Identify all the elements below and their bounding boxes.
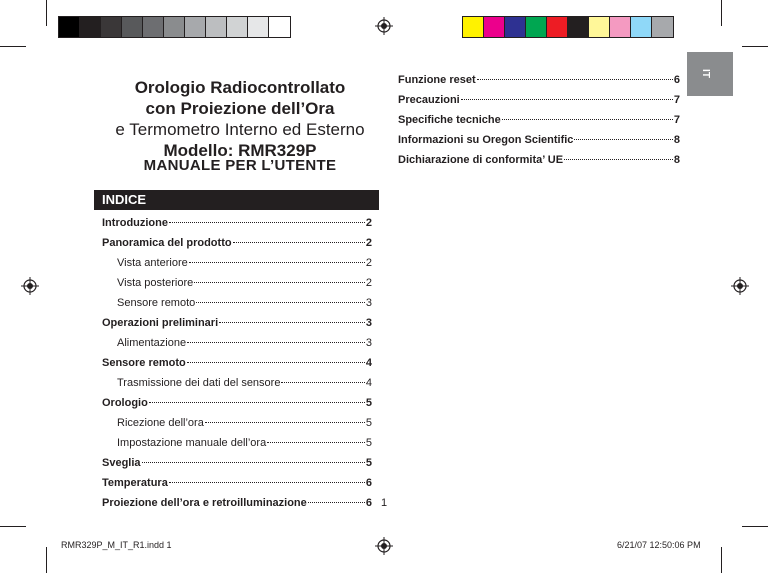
toc-entry-page: 7	[673, 94, 680, 106]
toc-leader-dots	[461, 99, 673, 100]
cmyk-swatch	[526, 17, 547, 37]
toc-entry[interactable]	[102, 273, 372, 293]
toc-leader-dots	[219, 322, 365, 323]
cmyk-color-bar	[462, 16, 674, 38]
toc-leader-dots	[189, 262, 365, 263]
grayscale-swatch	[227, 17, 248, 37]
toc-entry-label: Panoramica del prodotto	[102, 237, 232, 249]
title-line-2: con Proiezione dell’Ora	[145, 99, 335, 118]
grayscale-swatch	[164, 17, 185, 37]
toc-entry-label: Informazioni su Oregon Scientific	[398, 134, 574, 146]
title-line-3: e Termometro Interno ed Esterno	[115, 120, 365, 139]
toc-entry[interactable]	[102, 453, 372, 473]
toc-entry-label: Ricezione dell’ora	[117, 417, 204, 429]
language-tab	[687, 52, 733, 96]
cmyk-swatch	[505, 17, 526, 37]
toc-leader-dots	[187, 362, 365, 363]
toc-leader-dots	[196, 302, 365, 303]
toc-leader-dots	[205, 422, 365, 423]
toc-entry[interactable]	[398, 90, 680, 110]
cmyk-swatch	[631, 17, 652, 37]
toc-entry-page: 5	[365, 397, 372, 409]
toc-entry[interactable]	[102, 473, 372, 493]
crop-mark-icon	[46, 0, 47, 26]
toc-entry-label: Introduzione	[102, 217, 168, 229]
toc-entry-label: Alimentazione	[117, 337, 187, 349]
manual-heading: MANUALE PER L’UTENTE	[143, 157, 337, 174]
grayscale-swatch	[59, 17, 80, 37]
toc-entry-page: 6	[365, 477, 372, 489]
toc-entry[interactable]	[102, 233, 372, 253]
grayscale-color-bar	[58, 16, 291, 38]
toc-entry[interactable]	[398, 150, 680, 170]
crop-mark-icon	[742, 526, 768, 527]
toc-entry-page: 5	[365, 417, 372, 429]
toc-leader-dots	[233, 242, 365, 243]
crop-mark-icon	[721, 547, 722, 573]
index-list	[102, 213, 372, 513]
toc-entry-label: Impostazione manuale dell’ora	[117, 437, 267, 449]
toc-entry-page: 3	[365, 297, 372, 309]
toc-entry-label: Precauzioni	[398, 94, 460, 106]
cmyk-swatch	[589, 17, 610, 37]
toc-entry-page: 3	[365, 337, 372, 349]
toc-leader-dots	[574, 139, 672, 140]
toc-leader-dots	[308, 502, 365, 503]
toc-leader-dots	[169, 482, 365, 483]
toc-entry-label: Orologio	[102, 397, 148, 409]
toc-entry-page: 3	[365, 317, 372, 329]
footer-timestamp: 6/21/07 12:50:06 PM	[617, 540, 701, 550]
toc-leader-dots	[502, 119, 673, 120]
toc-entry-label: Vista anteriore	[117, 257, 188, 269]
toc-entry-label: Specifiche tecniche	[398, 114, 501, 126]
crop-mark-icon	[0, 526, 26, 527]
grayscale-swatch	[143, 17, 164, 37]
toc-entry-label: Dichiarazione di conformita’ UE	[398, 154, 564, 166]
registration-mark-icon	[375, 17, 393, 35]
toc-entry-page: 6	[365, 497, 372, 509]
toc-leader-dots	[477, 79, 673, 80]
grayscale-swatch	[206, 17, 227, 37]
toc-entry[interactable]	[102, 373, 372, 393]
toc-entry[interactable]	[102, 433, 372, 453]
toc-entry-page: 6	[673, 74, 680, 86]
toc-entry-label: Trasmissione dei dati del sensore	[117, 377, 281, 389]
toc-entry[interactable]	[102, 313, 372, 333]
toc-entry-label: Operazioni preliminari	[102, 317, 219, 329]
footer-file-info: RMR329P_M_IT_R1.indd 1	[61, 540, 172, 550]
language-tab-label: IT	[699, 69, 711, 78]
toc-entry[interactable]	[102, 253, 372, 273]
index-header: INDICE	[94, 190, 379, 210]
toc-entry[interactable]	[102, 333, 372, 353]
cmyk-swatch	[463, 17, 484, 37]
toc-entry-page: 5	[365, 457, 372, 469]
toc-entry-page: 2	[365, 277, 372, 289]
cmyk-swatch	[652, 17, 673, 37]
toc-entry[interactable]	[102, 213, 372, 233]
cmyk-swatch	[568, 17, 589, 37]
toc-entry-label: Funzione reset	[398, 74, 476, 86]
toc-entry-page: 8	[673, 154, 680, 166]
grayscale-swatch	[269, 17, 290, 37]
toc-entry[interactable]	[102, 493, 372, 513]
document-title	[100, 77, 380, 161]
crop-mark-icon	[0, 46, 26, 47]
toc-entry-label: Sveglia	[102, 457, 141, 469]
toc-leader-dots	[281, 382, 364, 383]
grayscale-swatch	[101, 17, 122, 37]
title-line-1: Orologio Radiocontrollato	[134, 78, 346, 97]
toc-entry-page: 2	[365, 217, 372, 229]
model-line: Modello: RMR329P	[163, 141, 317, 160]
toc-entry[interactable]	[102, 413, 372, 433]
cmyk-swatch	[547, 17, 568, 37]
toc-entry[interactable]	[102, 293, 372, 313]
toc-entry-label: Temperatura	[102, 477, 168, 489]
toc-leader-dots	[142, 462, 365, 463]
crop-mark-icon	[46, 547, 47, 573]
registration-mark-icon	[21, 277, 39, 295]
toc-entry-label: Sensore remoto	[117, 297, 196, 309]
toc-leader-dots	[194, 282, 365, 283]
page-number: 1	[381, 497, 388, 509]
grayscale-swatch	[80, 17, 101, 37]
grayscale-swatch	[122, 17, 143, 37]
grayscale-swatch	[248, 17, 269, 37]
toc-entry-page: 8	[673, 134, 680, 146]
toc-entry[interactable]	[398, 110, 680, 130]
toc-entry-page: 4	[365, 377, 372, 389]
toc-entry-label: Sensore remoto	[102, 357, 186, 369]
toc-leader-dots	[169, 222, 365, 223]
toc-leader-dots	[564, 159, 673, 160]
index-list-continued	[398, 70, 680, 170]
crop-mark-icon	[721, 0, 722, 26]
toc-entry[interactable]	[398, 130, 680, 150]
toc-entry[interactable]	[102, 393, 372, 413]
registration-mark-icon	[375, 537, 393, 555]
toc-entry-page: 5	[365, 437, 372, 449]
crop-mark-icon	[742, 46, 768, 47]
toc-entry-page: 2	[365, 237, 372, 249]
toc-entry-page: 2	[365, 257, 372, 269]
toc-entry-label: Vista posteriore	[117, 277, 194, 289]
toc-leader-dots	[149, 402, 365, 403]
toc-entry[interactable]	[398, 70, 680, 90]
cmyk-swatch	[484, 17, 505, 37]
toc-leader-dots	[187, 342, 365, 343]
registration-mark-icon	[731, 277, 749, 295]
toc-entry-label: Proiezione dell’ora e retroilluminazione	[102, 497, 307, 509]
toc-entry[interactable]	[102, 353, 372, 373]
toc-leader-dots	[267, 442, 365, 443]
cmyk-swatch	[610, 17, 631, 37]
grayscale-swatch	[185, 17, 206, 37]
toc-entry-page: 7	[673, 114, 680, 126]
toc-entry-page: 4	[365, 357, 372, 369]
